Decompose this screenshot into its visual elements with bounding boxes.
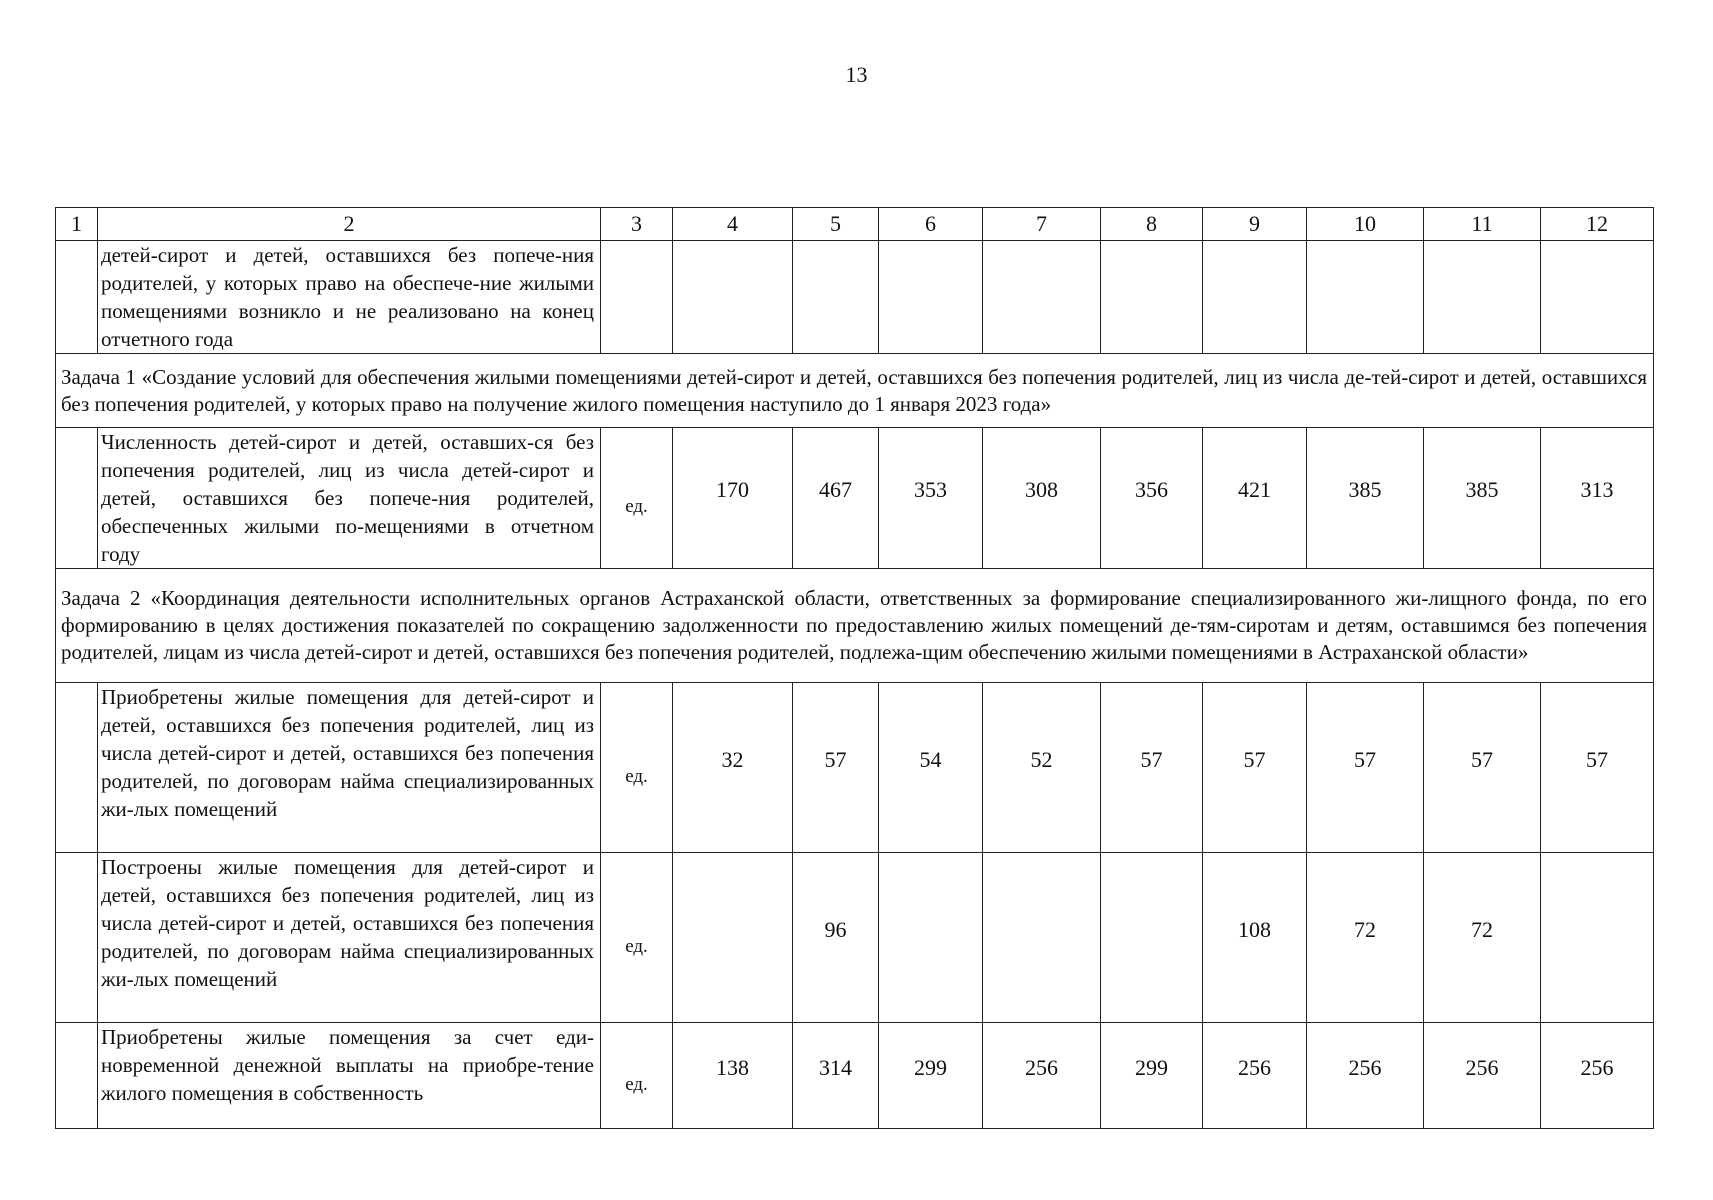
value-cell — [1541, 853, 1654, 1023]
column-number-cell: 7 — [983, 208, 1101, 241]
table-row — [56, 241, 1654, 354]
task-row — [56, 569, 1654, 683]
column-number-cell: 4 — [673, 208, 793, 241]
table-row — [56, 428, 1654, 569]
value-cell: 421 — [1203, 428, 1307, 569]
value-cell — [1424, 241, 1541, 354]
value-cell: 313 — [1541, 428, 1654, 569]
value-cell — [879, 853, 983, 1023]
column-number-cell: 11 — [1424, 208, 1541, 241]
value-cell: 299 — [1101, 1023, 1203, 1129]
table-row — [56, 1023, 1654, 1129]
value-cell: 256 — [1541, 1023, 1654, 1129]
task-row — [56, 354, 1654, 428]
value-cell: 256 — [1307, 1023, 1424, 1129]
indicator-description: Построены жилые помещения для детей-сирот и детей, оставшихся без попечения родителей, лиц из числа детей-сирот и детей, оставшихся без попечения родителей, по договорам найма специализированных жи-лых помещений — [98, 853, 601, 1023]
column-number-cell: 6 — [879, 208, 983, 241]
value-cell — [673, 853, 793, 1023]
value-cell: 32 — [673, 683, 793, 853]
value-cell — [983, 241, 1101, 354]
value-cell: 138 — [673, 1023, 793, 1129]
unit-cell: ед. — [601, 1023, 673, 1129]
value-cell: 467 — [793, 428, 879, 569]
indicators-table-wrapper — [55, 207, 1653, 1129]
value-cell: 96 — [793, 853, 879, 1023]
value-cell: 256 — [1203, 1023, 1307, 1129]
value-cell: 170 — [673, 428, 793, 569]
value-cell: 299 — [879, 1023, 983, 1129]
column-number-cell: 12 — [1541, 208, 1654, 241]
value-cell: 72 — [1307, 853, 1424, 1023]
value-cell: 57 — [1307, 683, 1424, 853]
column-number-cell: 9 — [1203, 208, 1307, 241]
column-number-header-row — [56, 208, 1654, 241]
indicator-description: детей-сирот и детей, оставшихся без попече-ния родителей, у которых право на обеспече-ние жилыми помещениями возникло и не реализовано на конец отчетного года — [98, 241, 601, 354]
column-number-cell: 8 — [1101, 208, 1203, 241]
value-cell: 57 — [1424, 683, 1541, 853]
row-number-cell — [56, 428, 98, 569]
indicator-description: Приобретены жилые помещения за счет еди-новременной денежной выплаты на приобре-тение жилого помещения в собственность — [98, 1023, 601, 1129]
row-number-cell — [56, 853, 98, 1023]
indicator-description: Численность детей-сирот и детей, оставших-ся без попечения родителей, лиц из числа детей-сирот и детей, оставшихся без попече-ния родителей, обеспеченных жилыми по-мещениями в отчетном году — [98, 428, 601, 569]
value-cell: 57 — [1541, 683, 1654, 853]
value-cell: 72 — [1424, 853, 1541, 1023]
value-cell: 57 — [1203, 683, 1307, 853]
value-cell: 353 — [879, 428, 983, 569]
table-row — [56, 853, 1654, 1023]
column-number-cell: 5 — [793, 208, 879, 241]
value-cell: 356 — [1101, 428, 1203, 569]
value-cell: 57 — [793, 683, 879, 853]
unit-cell: ед. — [601, 853, 673, 1023]
value-cell: 256 — [1424, 1023, 1541, 1129]
column-number-cell: 3 — [601, 208, 673, 241]
row-number-cell — [56, 241, 98, 354]
value-cell: 314 — [793, 1023, 879, 1129]
value-cell — [879, 241, 983, 354]
task-description: Задача 2 «Координация деятельности исполнительных органов Астраханской области, ответственных за формирование специализированного жи-лищного фонда, по его формированию в целях достижения показателей по сокращению задолженности по предоставлению жилых помещений де-тям-сиротам и детям, оставшимся без попечения родителей, лицам из числа детей-сирот и детей, оставшихся без попечения родителей, подлежа-щим обеспечению жилыми помещениями в Астраханской области» — [56, 569, 1654, 683]
indicators-table — [55, 207, 1654, 1129]
page-number: 13 — [845, 62, 868, 87]
value-cell: 385 — [1307, 428, 1424, 569]
unit-cell: ед. — [601, 683, 673, 853]
unit-cell — [601, 241, 673, 354]
value-cell: 256 — [983, 1023, 1101, 1129]
value-cell — [1307, 241, 1424, 354]
task-description: Задача 1 «Создание условий для обеспечения жилыми помещениями детей-сирот и детей, оставшихся без попечения родителей, лиц из числа де-тей-сирот и детей, оставшихся без попечения родителей, у которых право на получение жилого помещения наступило до 1 января 2023 года» — [56, 354, 1654, 428]
value-cell — [1203, 241, 1307, 354]
column-number-cell: 10 — [1307, 208, 1424, 241]
value-cell: 108 — [1203, 853, 1307, 1023]
value-cell: 308 — [983, 428, 1101, 569]
value-cell — [1101, 853, 1203, 1023]
value-cell — [983, 853, 1101, 1023]
row-number-cell — [56, 1023, 98, 1129]
value-cell: 52 — [983, 683, 1101, 853]
value-cell: 54 — [879, 683, 983, 853]
value-cell — [1101, 241, 1203, 354]
value-cell — [673, 241, 793, 354]
indicator-description: Приобретены жилые помещения для детей-сирот и детей, оставшихся без попечения родителей, лиц из числа детей-сирот и детей, оставшихся без попечения родителей, по договорам найма специализированных жи-лых помещений — [98, 683, 601, 853]
row-number-cell — [56, 683, 98, 853]
unit-cell: ед. — [601, 428, 673, 569]
column-number-cell: 2 — [98, 208, 601, 241]
column-number-cell: 1 — [56, 208, 98, 241]
table-row — [56, 683, 1654, 853]
value-cell — [793, 241, 879, 354]
value-cell: 385 — [1424, 428, 1541, 569]
value-cell: 57 — [1101, 683, 1203, 853]
value-cell — [1541, 241, 1654, 354]
